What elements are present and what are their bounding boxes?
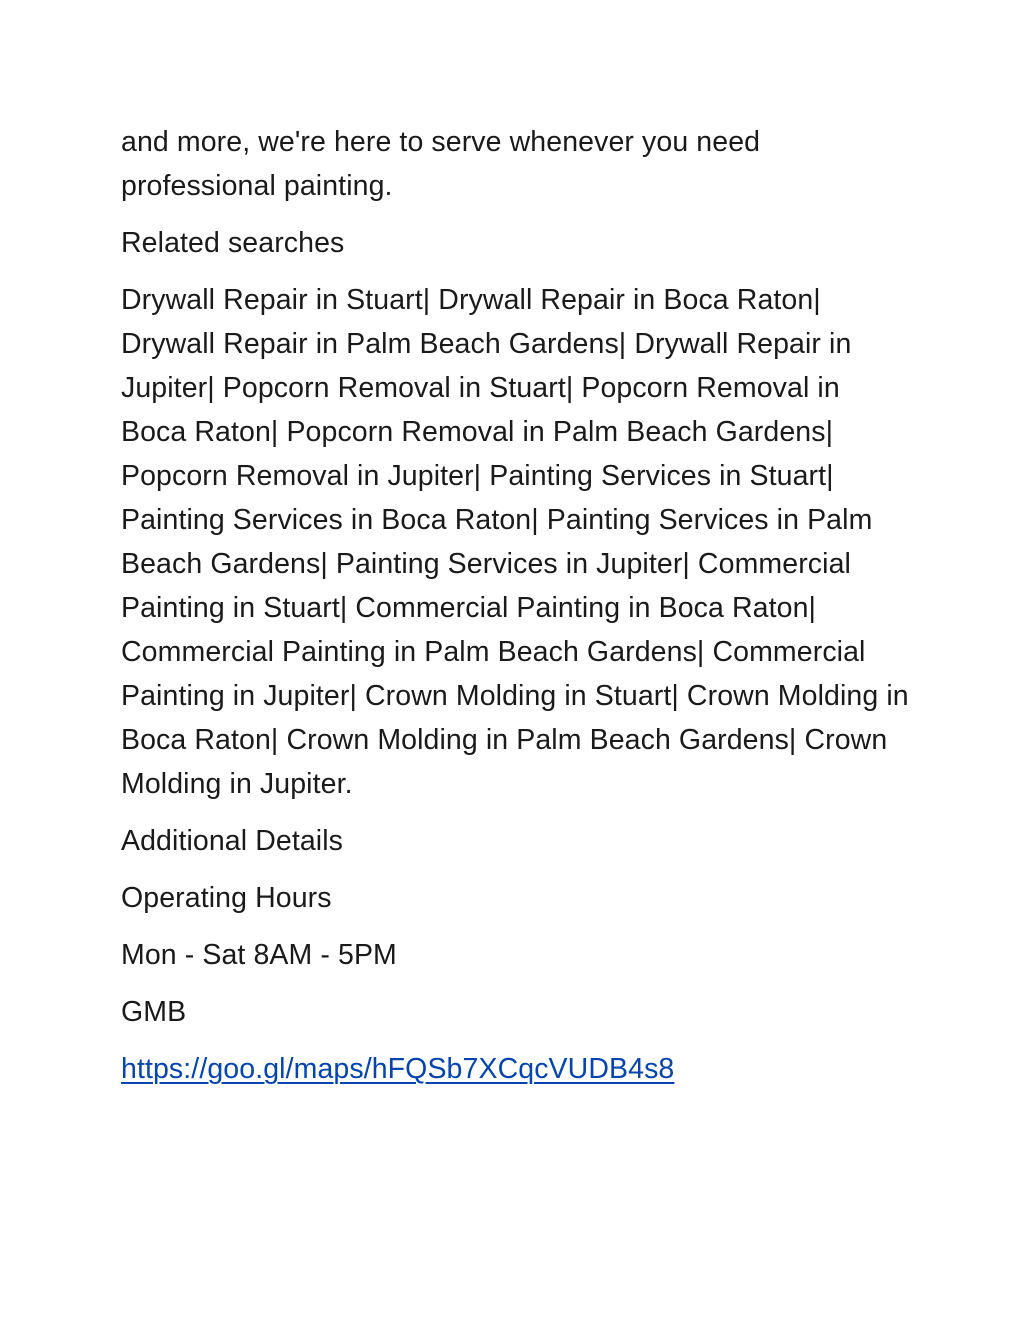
related-searches-list: Drywall Repair in Stuart| Drywall Repair in Boca Raton| Drywall Repair in Palm Beach Gardens| Drywall Repair in Jupiter| Popcorn Removal in Stuart| Popcorn Removal in Boca Raton| Popcorn Removal in Palm Beach Gardens| Popcorn Removal in Jupiter| Painting Services in Stuart| Painting Services in Boca Raton| Painting Services in Palm Beach Gardens| Painting Services in Jupiter| Commercial Painting in Stuart| Commercial Painting in Boca Raton| Commercial Painting in Palm Beach Gardens| Commercial Painting in Jupiter| Crown Molding in Stuart| Crown Molding in Boca Raton| Crown Molding in Palm Beach Gardens| Crown Molding in Jupiter. — [121, 284, 909, 800]
gmb-link-paragraph — [121, 1047, 911, 1091]
intro-continuation-text: and more, we're here to serve whenever you need professional painting. — [121, 126, 761, 202]
operating-hours-value: Mon - Sat 8AM - 5PM — [121, 939, 397, 971]
document-page — [121, 120, 911, 1104]
related-searches-heading: Related searches — [121, 227, 345, 259]
additional-details-heading: Additional Details — [121, 825, 344, 857]
gmb-link[interactable]: https://goo.gl/maps/hFQSb7XCqcVUDB4s8 — [121, 1053, 675, 1085]
operating-hours-heading: Operating Hours — [121, 882, 332, 914]
gmb-heading: GMB — [121, 996, 187, 1028]
